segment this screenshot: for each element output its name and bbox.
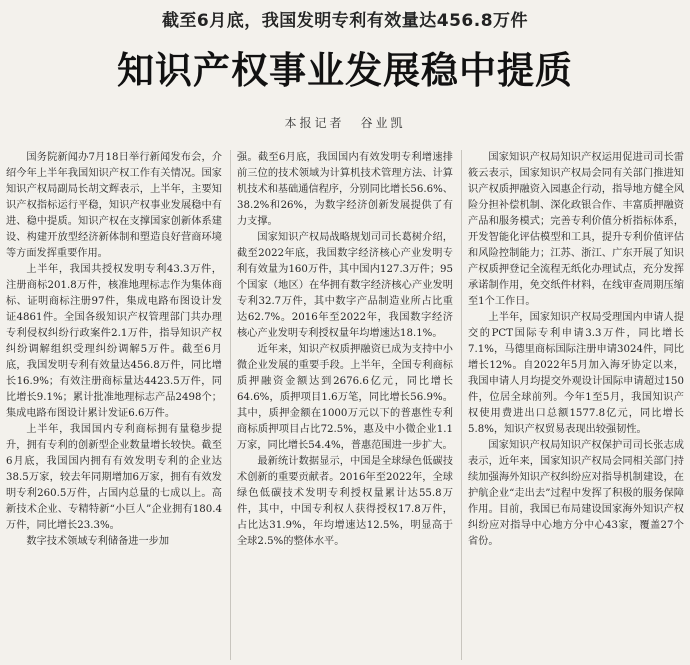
byline-author: 谷业凯	[360, 116, 406, 130]
article-body	[6, 150, 684, 660]
paragraph: 强。截至6月底，我国国内有效发明专利增速排前三位的技术领域为计算机技术管理方法、计算机技术和基础通信程序，分别同比增长56.6%、38.2%和26%，为数字经济创新发展提供了有力支撑。	[237, 152, 453, 227]
paragraph: 数字技术领域专利储备进一步加	[26, 536, 170, 547]
paragraph: 国家知识产权局战略规划司司长葛树介绍，截至2022年底，我国数字经济核心产业发明专利有效量为160万件，其中国内127.3万件；95个国家（地区）在华拥有数字经济核心产业发明专利32.7万件，其中数字产品制造业所占比重达62.7%。2016年至2022年，我国数字经济核心产业发明专利授权量年均增速达18.1%。	[237, 232, 453, 339]
article-kicker: 截至6月底，我国发明专利有效量达456.8万件	[161, 11, 529, 31]
paragraph: 近年来，知识产权质押融资已成为支持中小微企业发展的重要手段。上半年，全国专利商标质押融资金额达到2676.6亿元，同比增长64.6%，质押项目1.6万笔，同比增长56.9%。其中，质押金额在1000万元以下的普惠性专利商标质押项目占比72.5%，惠及中小微企业1.1万家，同比增长54.4%，普惠范围进一步扩大。	[237, 344, 453, 451]
column-1	[6, 150, 222, 660]
paragraph: 国家知识产权局知识产权保护司司长张志成表示，近年来，国家知识产权局会同相关部门持续加强海外知识产权纠纷应对指导机制建设，在护航企业“走出去”过程中发挥了积极的服务保障作用。目前，我国已布局建设国家海外知识产权纠纷应对指导中心地方分中心43家，覆盖27个省份。	[468, 440, 684, 547]
byline-role: 本报记者	[284, 116, 345, 130]
article-headline: 知识产权事业发展稳中提质	[117, 49, 573, 92]
byline	[0, 114, 690, 131]
paragraph: 国务院新闻办7月18日举行新闻发布会，介绍今年上半年我国知识产权工作有关情况。国家知识产权局副局长胡文辉表示，上半年，主要知识产权指标运行平稳，知识产权事业发展稳中有进、稳中提质。知识产权在支撑国家创新体系建设、构建开放型经济新体制和塑造良好营商环境等方面发挥重要作用。	[6, 152, 222, 259]
paragraph: 上半年，我国国内专利商标拥有量稳步提升，拥有专利的创新型企业数量增长较快。截至6月底，我国国内拥有有效发明专利的企业达38.5万家，较去年同期增加6万家，拥有有效发明专利260.5万件，占国内总量的七成以上。高新技术企业、专精特新“小巨人”企业拥有180.4万件，同比增长23.3%。	[6, 424, 222, 531]
paragraph: 上半年，国家知识产权局受理国内申请人提交的PCT国际专利申请3.3万件，同比增长7.1%，马德里商标国际注册申请3024件，同比增长12%。自2022年5月加入海牙协定以来，我国申请人月均提交外观设计国际申请超过150件，位居全球前列。今年1至5月，我国知识产权使用费进出口总额1577.8亿元，同比增长5.8%，知识产权贸易表现出较强韧性。	[468, 312, 684, 435]
paragraph: 上半年，我国共授权发明专利43.3万件，注册商标201.8万件，核准地理标志作为集体商标、证明商标注册97件，集成电路布图设计发证4861件。全国各级知识产权管理部门共办理专利侵权纠纷行政案件2.1万件，指导知识产权纠纷调解组织受理纠纷调解5万件。截至6月底，我国发明专利有效量达456.8万件，同比增长16.9%；有效注册商标量达4423.5万件，同比增长9.1%；累计批准地理标志产品2498个；集成电路布图设计累计发证6.6万件。	[6, 264, 222, 419]
column-3	[461, 150, 684, 660]
paragraph: 最新统计数据显示，中国是全球绿色低碳技术创新的重要贡献者。2016年至2022年，全球绿色低碳技术发明专利授权量累计达55.8万件，其中，中国专利权人获得授权17.8万件，占比达31.9%，年均增速达12.5%，明显高于全球2.5%的整体水平。	[237, 456, 453, 547]
paragraph: 国家知识产权局知识产权运用促进司司长雷筱云表示，国家知识产权局会同有关部门推进知识产权质押融资入园惠企行动，指导地方健全风险分担补偿机制、深化政银合作、丰富质押融资产品和服务模式；完善专利价值分析指标体系，开发智能化评估模型和工具，提升专利价值评估和风险控制能力；江苏、浙江、广东开展了知识产权质押登记全流程无纸化办理试点，充分发挥承诺制作用，免交纸件材料，在线审查周期压缩至1个工作日。	[468, 152, 684, 307]
column-2	[230, 150, 453, 660]
